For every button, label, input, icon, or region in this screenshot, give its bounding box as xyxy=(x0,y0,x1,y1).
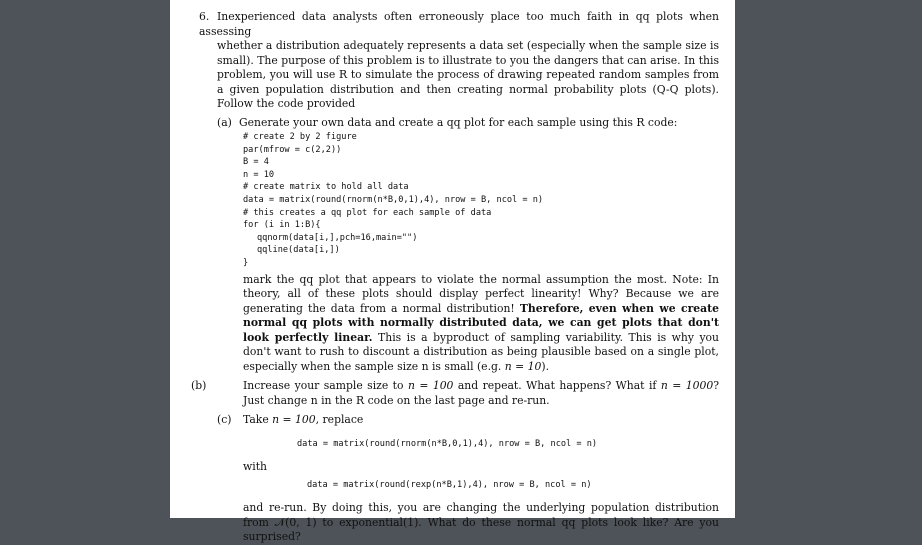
part-a-text: Generate your own data and create a qq plot for each sample using this R code: xyxy=(239,115,678,129)
part-c-code-replacement: data = matrix(round(rexp(n*B,1),4), nrow = B, ncol = n) xyxy=(307,479,592,490)
question-intro xyxy=(199,10,719,112)
part-b-t3: ? Just change n in the R code on the last page and re-run. xyxy=(243,379,719,407)
part-c-final-2: to exponential(1). What do these normal qq plots look like? Are you surprised? xyxy=(243,515,719,544)
code-line: # create 2 by 2 figure xyxy=(243,132,357,142)
part-a xyxy=(203,116,719,375)
code-line: B = 4 xyxy=(243,157,269,168)
part-c-label: (c) xyxy=(217,413,232,427)
part-b-math-2: n = 1000 xyxy=(660,379,714,393)
part-c-final xyxy=(243,501,719,545)
part-c-prompt xyxy=(217,413,719,428)
question-number: 6. xyxy=(199,10,210,23)
part-b-text xyxy=(191,379,719,408)
part-c-t1: Take xyxy=(243,413,269,427)
part-c-with: with xyxy=(243,460,267,474)
part-c-math: n = 100 xyxy=(272,413,316,427)
part-c xyxy=(203,413,719,545)
question-intro-rest: whether a distribution adequately represents a data set (especially when the sample size is small). The purpose of this problem is to illustrate to you the dangers that can arise. In this problem, you will use R to simulate the process of drawing repeated random samples from a given population distribution and then creating normal probability plots (Q-Q plots). Follow the code provided xyxy=(217,39,719,110)
part-a-math: n = 10 xyxy=(504,359,542,373)
part-a-label: (a) xyxy=(217,115,232,129)
code-line: # this creates a qq plot for each sample of data xyxy=(243,207,492,218)
part-b-label: (b) xyxy=(191,379,207,393)
part-c-final-math: 𝒩(0, 1) xyxy=(274,515,317,529)
part-c-code-original: data = matrix(round(rnorm(n*B,0,1),4), nrow = B, ncol = n) xyxy=(297,438,598,449)
part-c-t2: , replace xyxy=(315,413,364,427)
code-line: n = 10 xyxy=(243,169,275,180)
question-intro-first: Inexperienced data analysts often erroneously place too much faith in qq plots when assessing xyxy=(199,10,719,38)
code-line: data = matrix(round(rnorm(n*B,0,1),4), nrow = B, ncol = n) xyxy=(243,194,544,205)
part-b-math-1: n = 100 xyxy=(407,379,454,393)
part-b xyxy=(191,379,719,408)
part-a-prompt xyxy=(217,116,719,131)
code-line: } xyxy=(243,257,249,268)
part-c-final-1: and re-run. By doing this, you are changing the underlying population distribution from xyxy=(243,501,719,529)
code-line: qqnorm(data[i,],pch=16,main="") xyxy=(257,232,418,243)
document-page xyxy=(170,0,735,544)
part-b-t1: Increase your sample size to xyxy=(243,379,404,393)
code-line: # create matrix to hold all data xyxy=(243,182,409,193)
part-a-after-1: mark the qq plot that appears to violate the normal assumption the most. Note: In theory, all of these plots should display perfect linearity! Why? Because we are generating the data from a normal distribution! xyxy=(243,272,719,315)
part-b-t2: and repeat. What happens? What if xyxy=(457,379,657,393)
part-a-bold-statement: Therefore, even when we create normal qq plots with normally distributed data, we can get plots that don't look perfectly linear. xyxy=(243,301,719,344)
part-a-after-2: This is a byproduct of sampling variability. This is why you don't want to rush to discount a distribution as being plausible based on a single plot, especially when the sample size n is small (e.g. xyxy=(243,330,720,373)
question-content xyxy=(191,10,720,545)
code-line: par(mfrow = c(2,2)) xyxy=(243,144,342,155)
part-a-explanation xyxy=(243,273,719,375)
code-line: qqline(data[i,]) xyxy=(257,245,340,256)
part-a-code-block xyxy=(243,131,719,270)
part-a-end: ). xyxy=(541,359,550,373)
code-line: for (i in 1:B){ xyxy=(243,220,321,231)
